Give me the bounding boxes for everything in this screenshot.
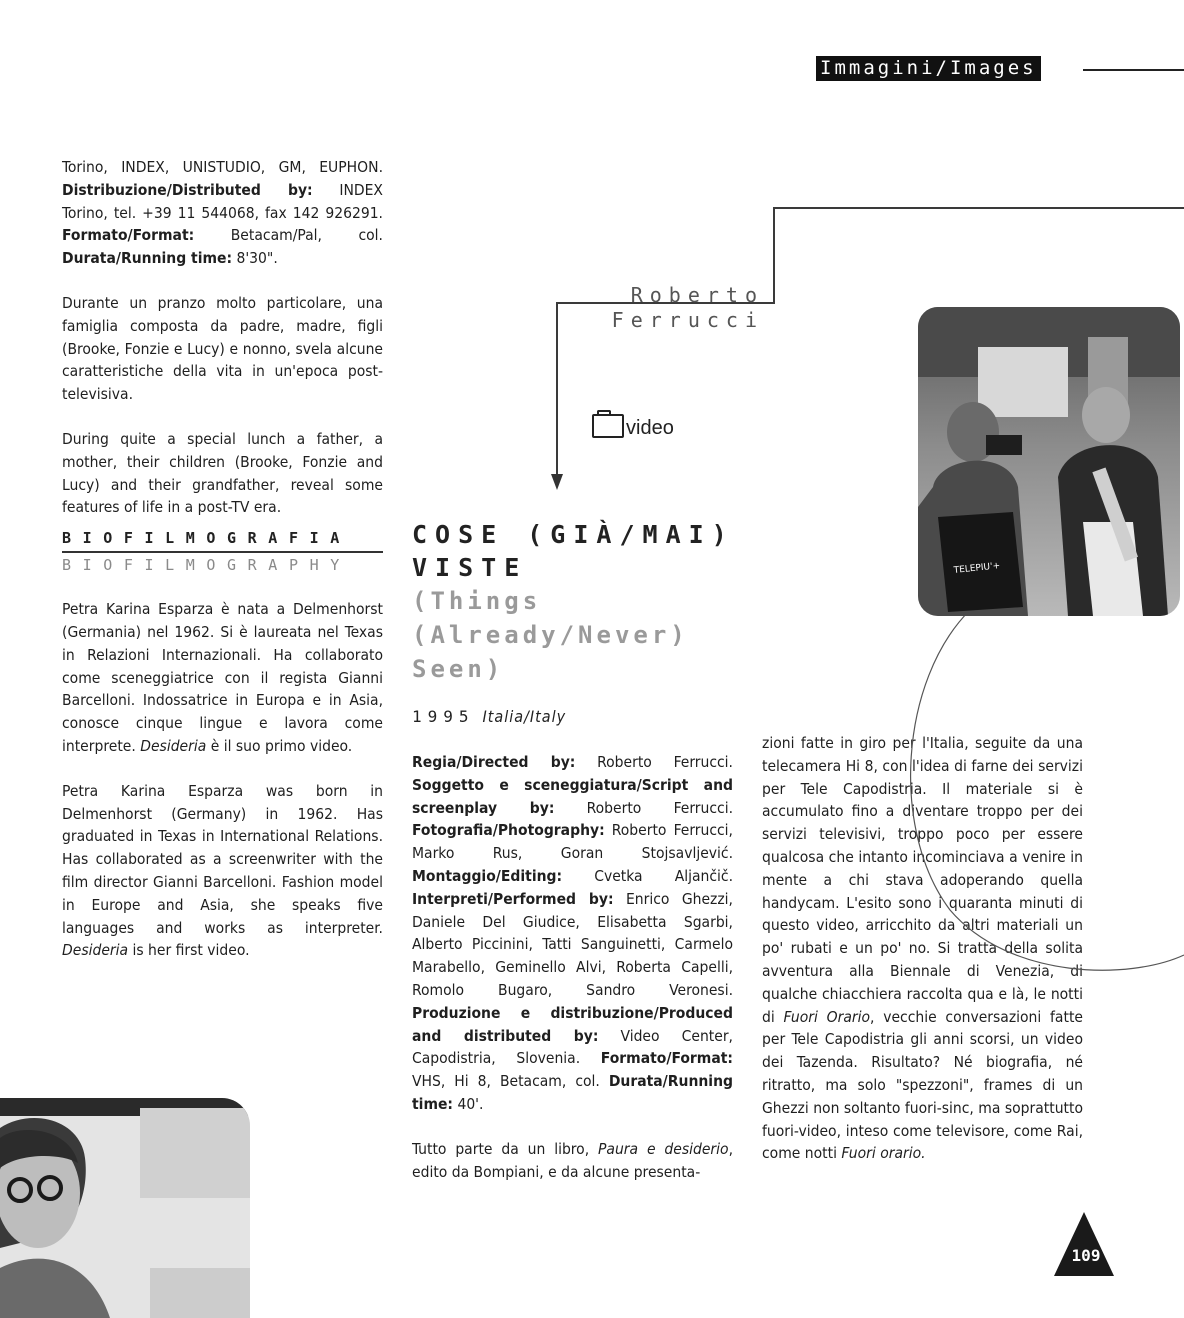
- category-label: [592, 414, 674, 440]
- connector-vertical-left: [556, 302, 558, 482]
- text-run: è il suo primo video.: [206, 736, 353, 755]
- bio-heading-en: BIOFILMOGRAPHY: [62, 556, 351, 575]
- text-run: INDEX Torino, tel. +39 11 544068, fax 142 926291.: [62, 180, 383, 222]
- text-run: Desideria: [140, 736, 207, 755]
- text-run: Produzione e distribuzione/Produced and distributed by:: [412, 1003, 733, 1045]
- page-number-text: 109: [1071, 1246, 1101, 1265]
- text-run: Fuori Orario: [783, 1007, 871, 1026]
- decorative-circle: [840, 560, 1184, 980]
- section-tag: Immagini/Images: [816, 56, 1041, 81]
- connector-vertical-right: [773, 207, 775, 303]
- text-run: Fuori orario.: [841, 1144, 926, 1163]
- bio-en: [62, 780, 383, 962]
- text-run: Soggetto e sceneggiatura/Script and screenplay by:: [412, 775, 733, 817]
- text-run: Regia/Directed by:: [412, 753, 576, 771]
- text-run: Torino, INDEX, UNISTUDIO, GM, EUPHON.: [62, 158, 383, 176]
- text-run: 8'30".: [232, 249, 278, 268]
- triangle-icon: [1054, 1212, 1114, 1276]
- text-run: Video Center, Capodistria, Slovenia.: [412, 1026, 733, 1068]
- title-italian: [412, 518, 735, 584]
- still-photo-woman: [0, 1098, 250, 1318]
- title-it-line-2: VISTE: [412, 553, 528, 582]
- country: Italia/Italy: [482, 707, 567, 726]
- text-run: zioni fatte in giro per l'Italia, seguite da una telecamera Hi 8, con l'idea di farne dei servizi per Tele Capodistria. Il materiale si è accumulato fino a diventare troppo per dei servizi televisivi, troppo poco per essere qualcosa che intanto incominciava a venire in mente a chi stava adoperando quella handycam. L'esito sono i quaranta minuti di questo video, arricchito da altri materiali un po' rubati e un po' no. Si tratta della solita avventura alla Biennale di Venezia, di qualche chiacchiera raccolta qua e là, le notti di: [762, 734, 1083, 1026]
- text-run: Formato/Format:: [600, 1049, 733, 1068]
- text-run: Interpreti/Performed by:: [412, 889, 614, 908]
- arrow-down-icon: [549, 474, 565, 492]
- title-english: [412, 584, 689, 686]
- text-run: is her first video.: [128, 941, 250, 960]
- text-run: 40'.: [453, 1094, 484, 1113]
- text-run: Durata/Running time:: [62, 249, 233, 268]
- biofilmography-heading: [62, 529, 383, 574]
- text-run: Tutto parte da un libro,: [412, 1139, 599, 1158]
- credits-tail: [62, 156, 383, 270]
- bio-it: [62, 598, 383, 758]
- page-number: [1054, 1212, 1114, 1280]
- synopsis-it: Durante un pranzo molto particolare, una famiglia composta da padre, madre, figli (Brooke, Fonzie e Lucy) e nonno, svela alcune caratteristiche della vita in un'epoca post-televisiva.: [62, 293, 383, 404]
- text-run: VHS, Hi 8, Betacam, col.: [412, 1072, 609, 1091]
- text-run: Formato/Format:: [62, 226, 195, 245]
- bio-heading-rule: [62, 551, 383, 553]
- film-credits: [412, 751, 733, 1116]
- synopsis-en: During quite a special lunch a father, a mother, their children (Brooke, Fonzie and Lucy) and their grandfather, reveal some features of life in a post-TV era.: [62, 429, 383, 517]
- photo-logo-text: TELEPIU'+: [953, 561, 1001, 576]
- director-last-name: Ferrucci: [611, 308, 764, 332]
- text-run: , vecchie conversazioni fatte per Tele Capodistria gli anni scorsi, un video dei Tazenda. Risultato? Né biografia, né ritratto, ma solo "spezzoni", frames di un Ghezzi non soltanto fuori-sinc, ma soprattutto fuori-video, inteso come televisore, come Rai, come notti: [762, 1007, 1083, 1163]
- text-run: Petra Karina Esparza è nata a Delmenhorst (Germania) nel 1962. Si è laureata nel Texas in Relazioni Internazionali. Ha collaborato come sceneggiatrice con il regista Gianni Barcelloni. Indossatrice in Europa e in Asia, conosce cinque lingue e lavora come interprete.: [62, 600, 383, 755]
- title-en-line-3: Seen): [412, 655, 505, 683]
- year: 1995: [412, 707, 475, 726]
- text-run: Durata/Running time:: [412, 1072, 733, 1113]
- director-name: [596, 283, 764, 333]
- text-run: , edito da Bompiani, e da alcune presenta-: [412, 1139, 733, 1181]
- bio-heading-it: BIOFILMOGRAFIA: [62, 529, 351, 548]
- text-run: Petra Karina Esparza was born in Delmenhorst (Germany) in 1962. Has graduated in Texas in International Relations. Has collaborated as a screenwriter with the film director Gianni Barcelloni. Fashion model in Europe and Asia, she speaks five languages and works as interpreter.: [62, 781, 383, 937]
- folder-icon: [592, 414, 624, 438]
- text-run: Paura e desiderio: [598, 1139, 729, 1158]
- title-en-line-1: (Things: [412, 587, 542, 615]
- text-run: Desideria: [62, 941, 129, 960]
- left-column: [62, 156, 383, 962]
- section-rule: [1083, 69, 1184, 71]
- text-run: Fotografia/Photography:: [412, 821, 605, 840]
- category-text: video: [626, 417, 674, 439]
- title-it-line-1: COSE (GIÀ/MAI): [412, 520, 735, 549]
- still-photo-interview: [918, 307, 1180, 616]
- director-first-name: Roberto: [630, 283, 764, 307]
- text-run: Roberto Ferrucci.: [554, 798, 733, 817]
- connector-top-horizontal: [773, 207, 1184, 209]
- year-country: [412, 707, 566, 726]
- film-synopsis-start: [412, 1138, 733, 1184]
- text-run: Betacam/Pal, col.: [194, 226, 383, 245]
- text-run: Montaggio/Editing:: [412, 866, 563, 885]
- text-run: Roberto Ferrucci, Marko Rus, Goran Stojsavljević.: [412, 821, 733, 863]
- title-en-line-2: (Already/Never): [412, 621, 689, 649]
- text-run: Roberto Ferrucci.: [575, 753, 733, 771]
- text-run: Enrico Ghezzi, Daniele Del Giudice, Elisabetta Sgarbi, Alberto Piccinini, Tatti Sanguinetti, Carmelo Marabello, Geminello Alvi, Roberta Capelli, Romolo Bugaro, Sandro Veronesi.: [412, 889, 733, 999]
- text-run: Cvetka Aljančič.: [562, 866, 733, 885]
- middle-column: [412, 751, 733, 1183]
- text-run: Distribuzione/Distributed by:: [62, 180, 313, 199]
